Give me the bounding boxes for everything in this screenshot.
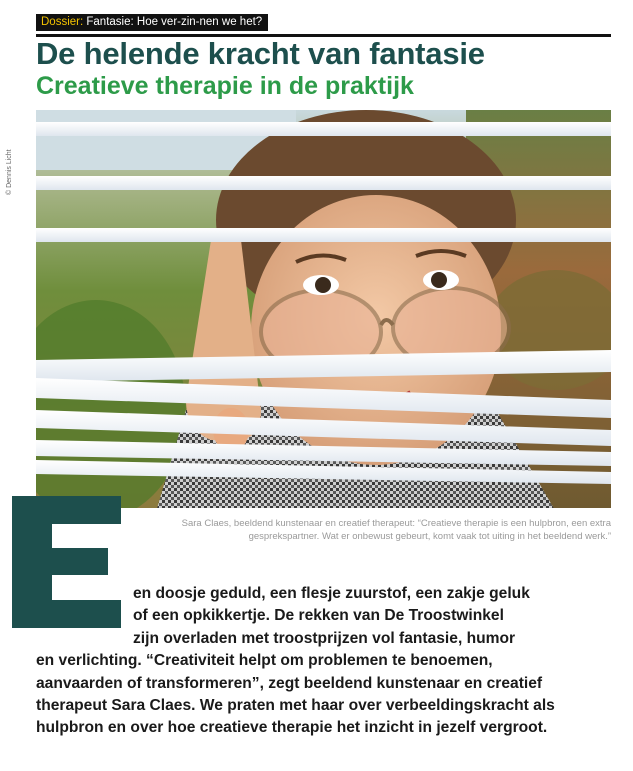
dossier-tag bbox=[36, 14, 268, 31]
caption-line: gesprekspartner. Wat er onbewust gebeurt, komt vaak tot uiting in het beeldend werk.” bbox=[248, 531, 611, 542]
lead-line: aanvaarden of transformeren”, zegt beeldend kunstenaar en creatief bbox=[36, 674, 543, 692]
lead-line: zijn overladen met troostprijzen vol fantasie, humor bbox=[133, 629, 516, 647]
photo-caption bbox=[150, 517, 611, 543]
dossier-topic: Fantasie: Hoe ver-zin-nen we het? bbox=[86, 16, 263, 28]
lead-line: hulpbron en over hoe creatieve therapie het inzicht in jezelf vergroot. bbox=[36, 719, 548, 737]
lead-line: of een opkikkertje. De rekken van De Troostwinkel bbox=[133, 607, 504, 625]
lead-line: therapeut Sara Claes. We praten met haar over verbeeldingskracht als bbox=[36, 697, 555, 715]
dossier-label: Dossier: bbox=[41, 16, 84, 28]
article-subtitle: Creatieve therapie in de praktijk bbox=[36, 72, 414, 100]
lead-line: en verlichting. “Creativiteit helpt om problemen te benoemen, bbox=[36, 652, 493, 670]
lead-line: en doosje geduld, een flesje zuurstof, een zakje geluk bbox=[133, 585, 530, 602]
hero-photo bbox=[36, 110, 611, 512]
article-title: De helende kracht van fantasie bbox=[36, 36, 485, 71]
lead-paragraph bbox=[36, 583, 626, 740]
photo-illustration bbox=[36, 110, 611, 512]
caption-line: Sara Claes, beeldend kunstenaar en creatief therapeut: “Creatieve therapie is een hulpbron, een extra bbox=[181, 518, 611, 529]
section-header-bar bbox=[36, 14, 611, 37]
photo-credit: © Dennis Licht bbox=[6, 149, 13, 195]
